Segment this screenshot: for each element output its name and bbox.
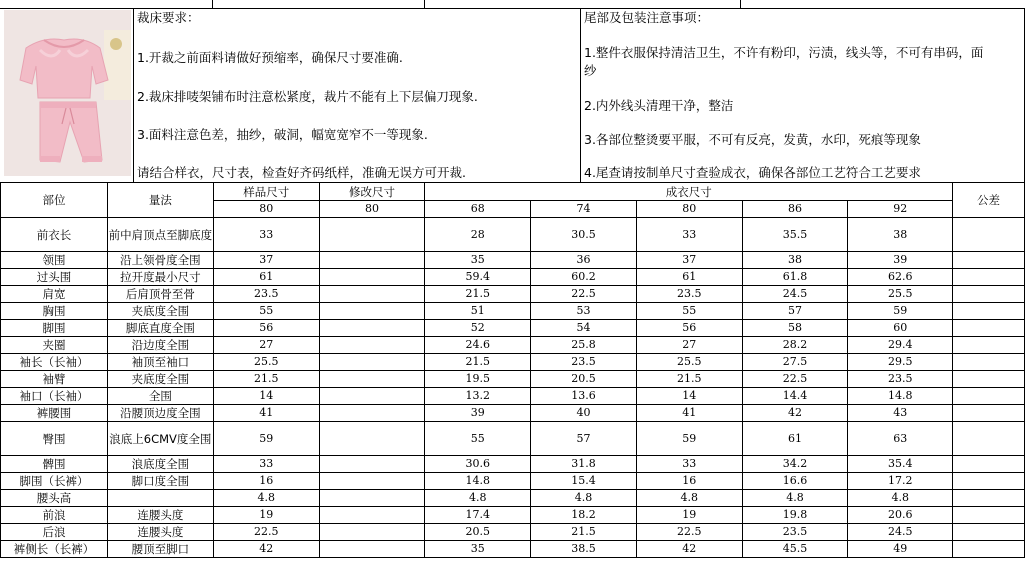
cell-size-value: 56	[636, 320, 742, 337]
table-row	[1, 507, 1025, 524]
cell-method: 沿腰顶边度全围	[107, 405, 213, 422]
header-row	[1, 183, 1025, 201]
cutting-item: 3.面料注意色差，抽纱，破洞，幅宽宽窄不一等现象.	[137, 127, 428, 142]
cell-size-value: 37	[636, 252, 742, 269]
cell-size-value: 18.2	[531, 507, 637, 524]
cell-sample: 41	[213, 405, 319, 422]
cell-sample: 59	[213, 422, 319, 456]
cell-modified	[319, 405, 425, 422]
cell-modified	[319, 473, 425, 490]
cell-tolerance	[953, 218, 1025, 252]
size-spec-table	[0, 182, 1025, 558]
cell-modified	[319, 524, 425, 541]
cell-size-value: 20.6	[848, 507, 953, 524]
strip-divider	[424, 0, 425, 8]
cell-size-value: 38	[848, 218, 953, 252]
cutting-item: 请结合样衣，尺寸表，检查好齐码纸样，准确无误方可开裁.	[137, 165, 466, 180]
cell-size-value: 40	[531, 405, 637, 422]
table-row	[1, 456, 1025, 473]
cell-modified	[319, 371, 425, 388]
cell-method: 前中肩顶点至脚底度	[107, 218, 213, 252]
cell-modified	[319, 252, 425, 269]
cell-size-value: 14.8	[848, 388, 953, 405]
cell-part: 领围	[1, 252, 108, 269]
table-row	[1, 320, 1025, 337]
cell-size-value: 55	[425, 422, 531, 456]
cell-sample: 27	[213, 337, 319, 354]
cell-tolerance	[953, 320, 1025, 337]
cell-size-value: 33	[636, 456, 742, 473]
cell-modified	[319, 456, 425, 473]
size-label: 86	[742, 201, 848, 218]
cell-modified	[319, 541, 425, 558]
cell-modified	[319, 490, 425, 507]
cell-part: 前浪	[1, 507, 108, 524]
size-label: 74	[531, 201, 637, 218]
cell-size-value: 25.5	[848, 286, 953, 303]
cell-size-value: 23.5	[531, 354, 637, 371]
cell-size-value: 20.5	[425, 524, 531, 541]
notes-divider	[133, 8, 134, 182]
packing-item: 4.尾查请按制单尺寸查验成衣，确保各部位工艺符合工艺要求	[584, 165, 921, 180]
cell-sample: 25.5	[213, 354, 319, 371]
table-row	[1, 524, 1025, 541]
sample-size: 80	[213, 201, 319, 218]
table-row	[1, 218, 1025, 252]
cell-sample: 37	[213, 252, 319, 269]
cutting-item: 2.裁床排唛架铺布时注意松紧度，裁片不能有上下层偏刀现象.	[137, 89, 478, 104]
cell-size-value: 22.5	[742, 371, 848, 388]
cell-size-value: 14.4	[742, 388, 848, 405]
table-row	[1, 422, 1025, 456]
cell-size-value: 62.6	[848, 269, 953, 286]
cell-tolerance	[953, 541, 1025, 558]
cell-size-value: 49	[848, 541, 953, 558]
cell-modified	[319, 388, 425, 405]
table-row	[1, 303, 1025, 320]
product-photo	[4, 10, 131, 176]
cell-size-value: 61.8	[742, 269, 848, 286]
cell-part: 肩宽	[1, 286, 108, 303]
cell-size-value: 21.5	[531, 524, 637, 541]
table-row	[1, 473, 1025, 490]
cell-size-value: 4.8	[531, 490, 637, 507]
strip-divider	[212, 0, 213, 8]
cell-size-value: 52	[425, 320, 531, 337]
cell-size-value: 4.8	[636, 490, 742, 507]
cell-part: 后浪	[1, 524, 108, 541]
cell-modified	[319, 269, 425, 286]
cell-tolerance	[953, 473, 1025, 490]
table-row	[1, 388, 1025, 405]
cell-size-value: 59.4	[425, 269, 531, 286]
cell-size-value: 17.2	[848, 473, 953, 490]
cell-method: 拉开度最小尺寸	[107, 269, 213, 286]
cell-sample: 56	[213, 320, 319, 337]
cell-size-value: 35	[425, 252, 531, 269]
cell-part: 髀围	[1, 456, 108, 473]
cell-part: 腰头高	[1, 490, 108, 507]
cell-sample: 42	[213, 541, 319, 558]
cell-size-value: 28	[425, 218, 531, 252]
cell-size-value: 58	[742, 320, 848, 337]
packing-notes	[584, 10, 1024, 180]
table-row	[1, 269, 1025, 286]
cutting-item: 1.开裁之前面料请做好预缩率，确保尺寸要准确.	[137, 50, 403, 65]
cell-part: 裤侧长（长裤）	[1, 541, 108, 558]
cell-size-value: 59	[848, 303, 953, 320]
header-modified: 修改尺寸	[319, 183, 425, 201]
table-row	[1, 405, 1025, 422]
cell-sample: 55	[213, 303, 319, 320]
cell-method: 夹底度全围	[107, 303, 213, 320]
cell-size-value: 43	[848, 405, 953, 422]
cell-size-value: 54	[531, 320, 637, 337]
table-row	[1, 541, 1025, 558]
cell-size-value: 29.5	[848, 354, 953, 371]
cell-size-value: 14.8	[425, 473, 531, 490]
cell-size-value: 16	[636, 473, 742, 490]
size-label: 80	[636, 201, 742, 218]
cell-part: 裤腰围	[1, 405, 108, 422]
cell-tolerance	[953, 371, 1025, 388]
cell-size-value: 33	[636, 218, 742, 252]
cell-size-value: 23.5	[742, 524, 848, 541]
cell-modified	[319, 286, 425, 303]
cell-size-value: 27.5	[742, 354, 848, 371]
cell-tolerance	[953, 354, 1025, 371]
cell-sample: 33	[213, 456, 319, 473]
cell-size-value: 60	[848, 320, 953, 337]
cell-tolerance	[953, 269, 1025, 286]
cell-size-value: 24.6	[425, 337, 531, 354]
cell-size-value: 27	[636, 337, 742, 354]
cell-size-value: 51	[425, 303, 531, 320]
cell-tolerance	[953, 507, 1025, 524]
baby-outfit-image	[4, 10, 131, 176]
cell-sample: 33	[213, 218, 319, 252]
cell-size-value: 30.5	[531, 218, 637, 252]
cutting-title: 裁床要求：	[137, 10, 200, 25]
cell-sample: 23.5	[213, 286, 319, 303]
cell-tolerance	[953, 337, 1025, 354]
cell-method: 夹底度全围	[107, 371, 213, 388]
cell-tolerance	[953, 456, 1025, 473]
cell-size-value: 14	[636, 388, 742, 405]
table-row	[1, 490, 1025, 507]
cell-sample: 14	[213, 388, 319, 405]
cell-size-value: 41	[636, 405, 742, 422]
cell-size-value: 19	[636, 507, 742, 524]
cell-modified	[319, 507, 425, 524]
cell-size-value: 4.8	[848, 490, 953, 507]
cell-size-value: 60.2	[531, 269, 637, 286]
table-row	[1, 252, 1025, 269]
table-row	[1, 354, 1025, 371]
cell-method: 袖顶至袖口	[107, 354, 213, 371]
cell-method: 浪底上6CMV度全围	[107, 422, 213, 456]
cell-method: 连腰头度	[107, 524, 213, 541]
cell-size-value: 36	[531, 252, 637, 269]
cell-size-value: 17.4	[425, 507, 531, 524]
cell-part: 袖臂	[1, 371, 108, 388]
header-tolerance: 公差	[953, 183, 1025, 218]
cell-size-value: 23.5	[636, 286, 742, 303]
cell-size-value: 35.5	[742, 218, 848, 252]
table-row	[1, 286, 1025, 303]
cell-size-value: 31.8	[531, 456, 637, 473]
cell-part: 脚围	[1, 320, 108, 337]
cell-method: 连腰头度	[107, 507, 213, 524]
cell-method: 浪底度全围	[107, 456, 213, 473]
cell-size-value: 15.4	[531, 473, 637, 490]
cell-part: 过头围	[1, 269, 108, 286]
cell-modified	[319, 303, 425, 320]
cell-sample: 4.8	[213, 490, 319, 507]
cell-size-value: 24.5	[848, 524, 953, 541]
cell-size-value: 24.5	[742, 286, 848, 303]
cell-size-value: 57	[531, 422, 637, 456]
cell-tolerance	[953, 405, 1025, 422]
cell-part: 胸围	[1, 303, 108, 320]
notes-divider	[580, 8, 581, 182]
cell-tolerance	[953, 286, 1025, 303]
cell-size-value: 4.8	[425, 490, 531, 507]
cell-sample: 21.5	[213, 371, 319, 388]
cell-size-value: 63	[848, 422, 953, 456]
cell-size-value: 28.2	[742, 337, 848, 354]
packing-item: 1.整件衣服保持清洁卫生，不许有粉印，污渍，线头等，不可有串码，面	[584, 45, 984, 60]
cell-tolerance	[953, 422, 1025, 456]
cell-part: 夹圈	[1, 337, 108, 354]
cell-method: 腰顶至脚口	[107, 541, 213, 558]
cell-size-value: 42	[636, 541, 742, 558]
header-finished: 成衣尺寸	[425, 183, 953, 201]
cutting-requirements	[137, 10, 577, 180]
cell-method: 沿上领骨度全围	[107, 252, 213, 269]
packing-title: 尾部及包装注意事项：	[584, 10, 710, 25]
cell-size-value: 19.8	[742, 507, 848, 524]
cell-size-value: 30.6	[425, 456, 531, 473]
cell-part: 臀围	[1, 422, 108, 456]
cell-size-value: 23.5	[848, 371, 953, 388]
header-sample: 样品尺寸	[213, 183, 319, 201]
strip-divider	[740, 0, 741, 8]
cell-sample: 19	[213, 507, 319, 524]
modified-size: 80	[319, 201, 425, 218]
cell-size-value: 21.5	[636, 371, 742, 388]
table-row	[1, 371, 1025, 388]
cell-size-value: 61	[636, 269, 742, 286]
table-row	[1, 337, 1025, 354]
cell-size-value: 21.5	[425, 354, 531, 371]
cell-size-value: 13.6	[531, 388, 637, 405]
top-strip	[0, 0, 1025, 9]
cell-method	[107, 490, 213, 507]
cell-size-value: 35.4	[848, 456, 953, 473]
cell-modified	[319, 337, 425, 354]
cell-tolerance	[953, 252, 1025, 269]
cell-tolerance	[953, 490, 1025, 507]
cell-method: 脚底直度全围	[107, 320, 213, 337]
cell-modified	[319, 422, 425, 456]
cell-modified	[319, 320, 425, 337]
size-label: 92	[848, 201, 953, 218]
cell-size-value: 13.2	[425, 388, 531, 405]
cell-part: 前衣长	[1, 218, 108, 252]
cell-sample: 22.5	[213, 524, 319, 541]
cell-size-value: 16.6	[742, 473, 848, 490]
cell-size-value: 25.5	[636, 354, 742, 371]
cell-method: 沿边度全围	[107, 337, 213, 354]
cell-part: 袖口（长袖）	[1, 388, 108, 405]
cell-tolerance	[953, 524, 1025, 541]
cell-size-value: 22.5	[636, 524, 742, 541]
cell-size-value: 45.5	[742, 541, 848, 558]
cell-size-value: 39	[848, 252, 953, 269]
cell-size-value: 57	[742, 303, 848, 320]
cell-size-value: 38	[742, 252, 848, 269]
cell-size-value: 21.5	[425, 286, 531, 303]
cell-method: 脚口度全围	[107, 473, 213, 490]
cell-size-value: 34.2	[742, 456, 848, 473]
cell-size-value: 29.4	[848, 337, 953, 354]
cell-modified	[319, 218, 425, 252]
packing-item: 2.内外线头清理干净，整洁	[584, 98, 734, 113]
cell-size-value: 22.5	[531, 286, 637, 303]
cell-part: 脚围（长裤）	[1, 473, 108, 490]
cell-method: 全围	[107, 388, 213, 405]
cell-size-value: 4.8	[742, 490, 848, 507]
header-method: 量法	[107, 183, 213, 218]
cell-sample: 16	[213, 473, 319, 490]
cell-size-value: 59	[636, 422, 742, 456]
cell-tolerance	[953, 388, 1025, 405]
cell-size-value: 19.5	[425, 371, 531, 388]
cell-size-value: 53	[531, 303, 637, 320]
cell-size-value: 38.5	[531, 541, 637, 558]
cell-size-value: 35	[425, 541, 531, 558]
cell-modified	[319, 354, 425, 371]
cell-size-value: 61	[742, 422, 848, 456]
packing-item-continued: 纱	[584, 63, 597, 78]
cell-method: 后肩顶骨至骨	[107, 286, 213, 303]
cell-part: 袖长（长袖）	[1, 354, 108, 371]
cell-size-value: 39	[425, 405, 531, 422]
size-label: 68	[425, 201, 531, 218]
cell-size-value: 55	[636, 303, 742, 320]
cell-size-value: 42	[742, 405, 848, 422]
cell-size-value: 20.5	[531, 371, 637, 388]
cell-tolerance	[953, 303, 1025, 320]
cell-sample: 61	[213, 269, 319, 286]
cell-size-value: 25.8	[531, 337, 637, 354]
header-part: 部位	[1, 183, 108, 218]
packing-item: 3.各部位整烫要平服，不可有反亮，发黄，水印，死痕等现象	[584, 132, 921, 147]
